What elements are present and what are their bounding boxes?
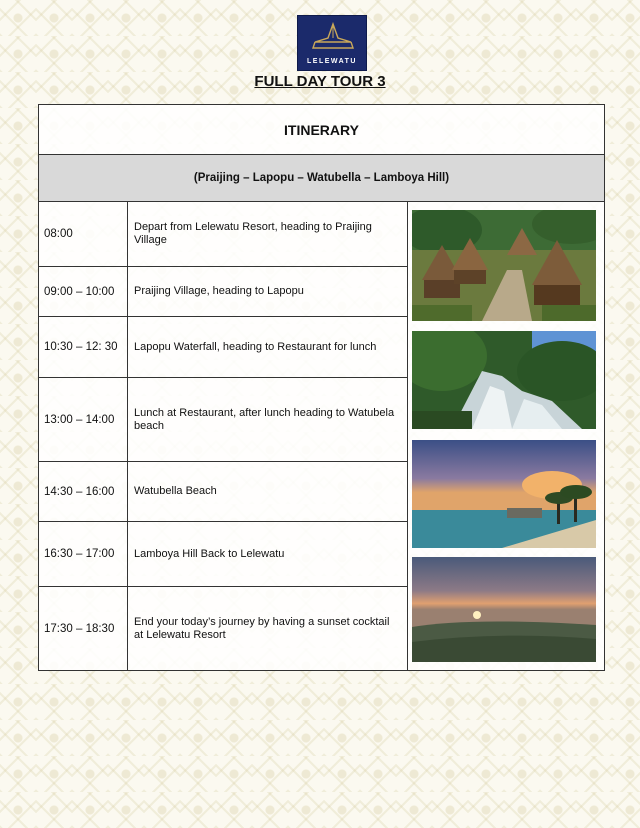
table-row [39, 267, 407, 317]
time-cell: 08:00 [44, 228, 73, 240]
time-cell: 16:30 – 17:00 [44, 548, 115, 560]
table-row [39, 202, 407, 267]
activity-cell: Depart from Lelewatu Resort, heading to Praijing Village [134, 221, 372, 246]
time-cell: 09:00 – 10:00 [44, 285, 115, 298]
time-cell: 14:30 – 16:00 [44, 485, 115, 498]
lelewatu-logo [297, 15, 367, 71]
route-subtitle: (Praijing – Lapopu – Watubella – Lamboya Hill) [39, 155, 604, 202]
itinerary-table [38, 104, 605, 671]
village-photo-icon [412, 210, 596, 321]
table-row [39, 522, 407, 587]
logo-brand-text: LELEWATU [307, 58, 357, 65]
page-title: FULL DAY TOUR 3 [254, 73, 386, 90]
time-cell: 10:30 – 12: 30 [44, 341, 118, 353]
roof-emblem-icon [311, 22, 355, 56]
hill-sunset-photo-icon [412, 557, 596, 662]
activity-cell: Lamboya Hill Back to Lelewatu [134, 547, 285, 560]
activity-cell: Watubella Beach [134, 485, 217, 497]
table-row [39, 378, 407, 462]
column-divider [407, 202, 408, 670]
activity-cell: End your today’s journey by having a sunset cocktail at Lelewatu Resort [134, 615, 390, 641]
activity-cell: Lunch at Restaurant, after lunch heading to Watubela beach [134, 406, 395, 432]
beach-sunset-photo-icon [412, 440, 596, 548]
table-row [39, 587, 407, 670]
time-cell: 13:00 – 14:00 [44, 413, 115, 426]
table-row [39, 462, 407, 522]
activity-cell: Praijing Village, heading to Lapopu [134, 285, 304, 297]
table-row [39, 317, 407, 378]
itinerary-header: ITINERARY [39, 105, 604, 155]
activity-cell: Lapopu Waterfall, heading to Restaurant for lunch [134, 340, 377, 353]
waterfall-photo-icon [412, 331, 596, 429]
time-cell: 17:30 – 18:30 [44, 622, 115, 635]
